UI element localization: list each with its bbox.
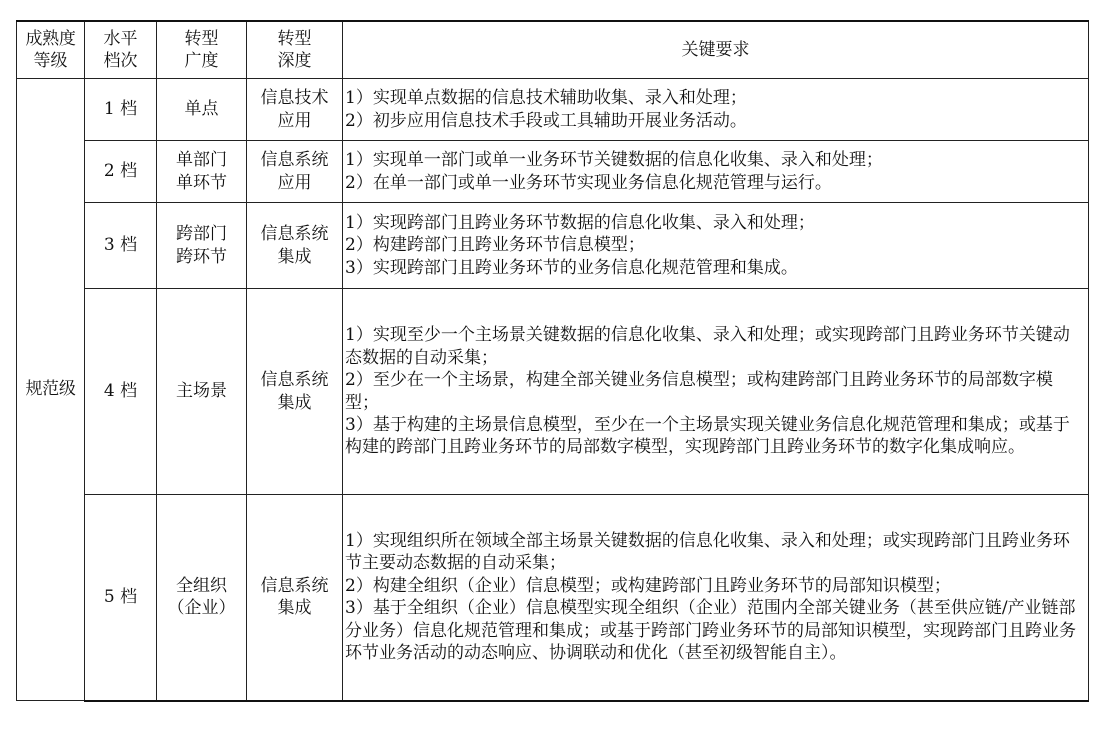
requirements-cell [343, 141, 1089, 203]
breadth-cell: 主场景 [157, 289, 247, 495]
requirement-item: 1）实现单一部门或单一业务环节关键数据的信息化收集、录入和处理； [345, 150, 883, 171]
grade-cell: 3 档 [85, 203, 157, 289]
requirement-item: 1）实现跨部门且跨业务环节数据的信息化收集、录入和处理； [345, 212, 815, 233]
requirement-item: 1）实现至少一个主场景关键数据的信息化收集、录入和处理；或实现跨部门且跨业务环节关键动态数据的自动采集； [345, 325, 1070, 368]
requirement-item: 2）初步应用信息技术手段或工具辅助开展业务活动。 [345, 110, 747, 131]
grade-cell: 1 档 [85, 79, 157, 141]
header-transformation-depth: 转型 深度 [247, 21, 343, 79]
requirement-item: 1）实现单点数据的信息技术辅助收集、录入和处理； [345, 88, 747, 109]
maturity-table [16, 20, 1089, 702]
header-transformation-breadth: 转型 广度 [157, 21, 247, 79]
header-level-grade: 水平 档次 [85, 21, 157, 79]
grade-cell: 5 档 [85, 495, 157, 701]
requirements-cell [343, 289, 1089, 495]
breadth-cell: 单点 [157, 79, 247, 141]
requirement-item: 2）构建跨部门且跨业务环节信息模型； [345, 235, 645, 256]
header-row [17, 21, 1089, 79]
requirement-item: 2）构建全组织（企业）信息模型；或构建跨部门且跨业务环节的局部知识模型； [345, 575, 951, 596]
header-maturity-level: 成熟度 等级 [17, 21, 85, 79]
grade-cell: 4 档 [85, 289, 157, 495]
requirement-item: 3）基于构建的主场景信息模型，至少在一个主场景实现关键业务信息化规范管理和集成；或基于构建的跨部门且跨业务环节的局部数字模型，实现跨部门且跨业务环节的数字化集成响应。 [345, 414, 1070, 458]
table-row [17, 495, 1089, 701]
header-key-requirements: 关键要求 [343, 21, 1089, 79]
maturity-level-cell: 规范级 [17, 79, 85, 701]
depth-cell: 信息系统 集成 [247, 203, 343, 289]
requirements-cell [343, 203, 1089, 289]
breadth-cell: 全组织 （企业） [157, 495, 247, 701]
requirement-item: 3）基于全组织（企业）信息模型实现全组织（企业）范围内全部关键业务（甚至供应链/产业链部分业务）信息化规范管理和集成；或基于跨部门跨业务环节的局部知识模型，实现跨部门且跨业务环节业务活动的动态响应、协调联动和优化（甚至初级智能自主）。 [345, 598, 1076, 664]
table-row [17, 289, 1089, 495]
depth-cell: 信息系统 应用 [247, 141, 343, 203]
requirement-item: 2）在单一部门或单一业务环节实现业务信息化规范管理与运行。 [345, 172, 832, 193]
table-row [17, 203, 1089, 289]
table-row [17, 141, 1089, 203]
requirement-item: 1）实现组织所在领域全部主场景关键数据的信息化收集、录入和处理；或实现跨部门且跨业务环节主要动态数据的自动采集； [345, 531, 1070, 574]
requirement-item: 3）实现跨部门且跨业务环节的业务信息化规范管理和集成。 [345, 257, 798, 278]
depth-cell: 信息系统 集成 [247, 495, 343, 701]
breadth-cell: 跨部门 跨环节 [157, 203, 247, 289]
grade-cell: 2 档 [85, 141, 157, 203]
requirements-cell [343, 79, 1089, 141]
requirement-item: 2）至少在一个主场景，构建全部关键业务信息模型；或构建跨部门且跨业务环节的局部数字模型； [345, 370, 1053, 413]
breadth-cell: 单部门 单环节 [157, 141, 247, 203]
depth-cell: 信息系统 集成 [247, 289, 343, 495]
depth-cell: 信息技术 应用 [247, 79, 343, 141]
table-row [17, 79, 1089, 141]
requirements-cell [343, 495, 1089, 701]
